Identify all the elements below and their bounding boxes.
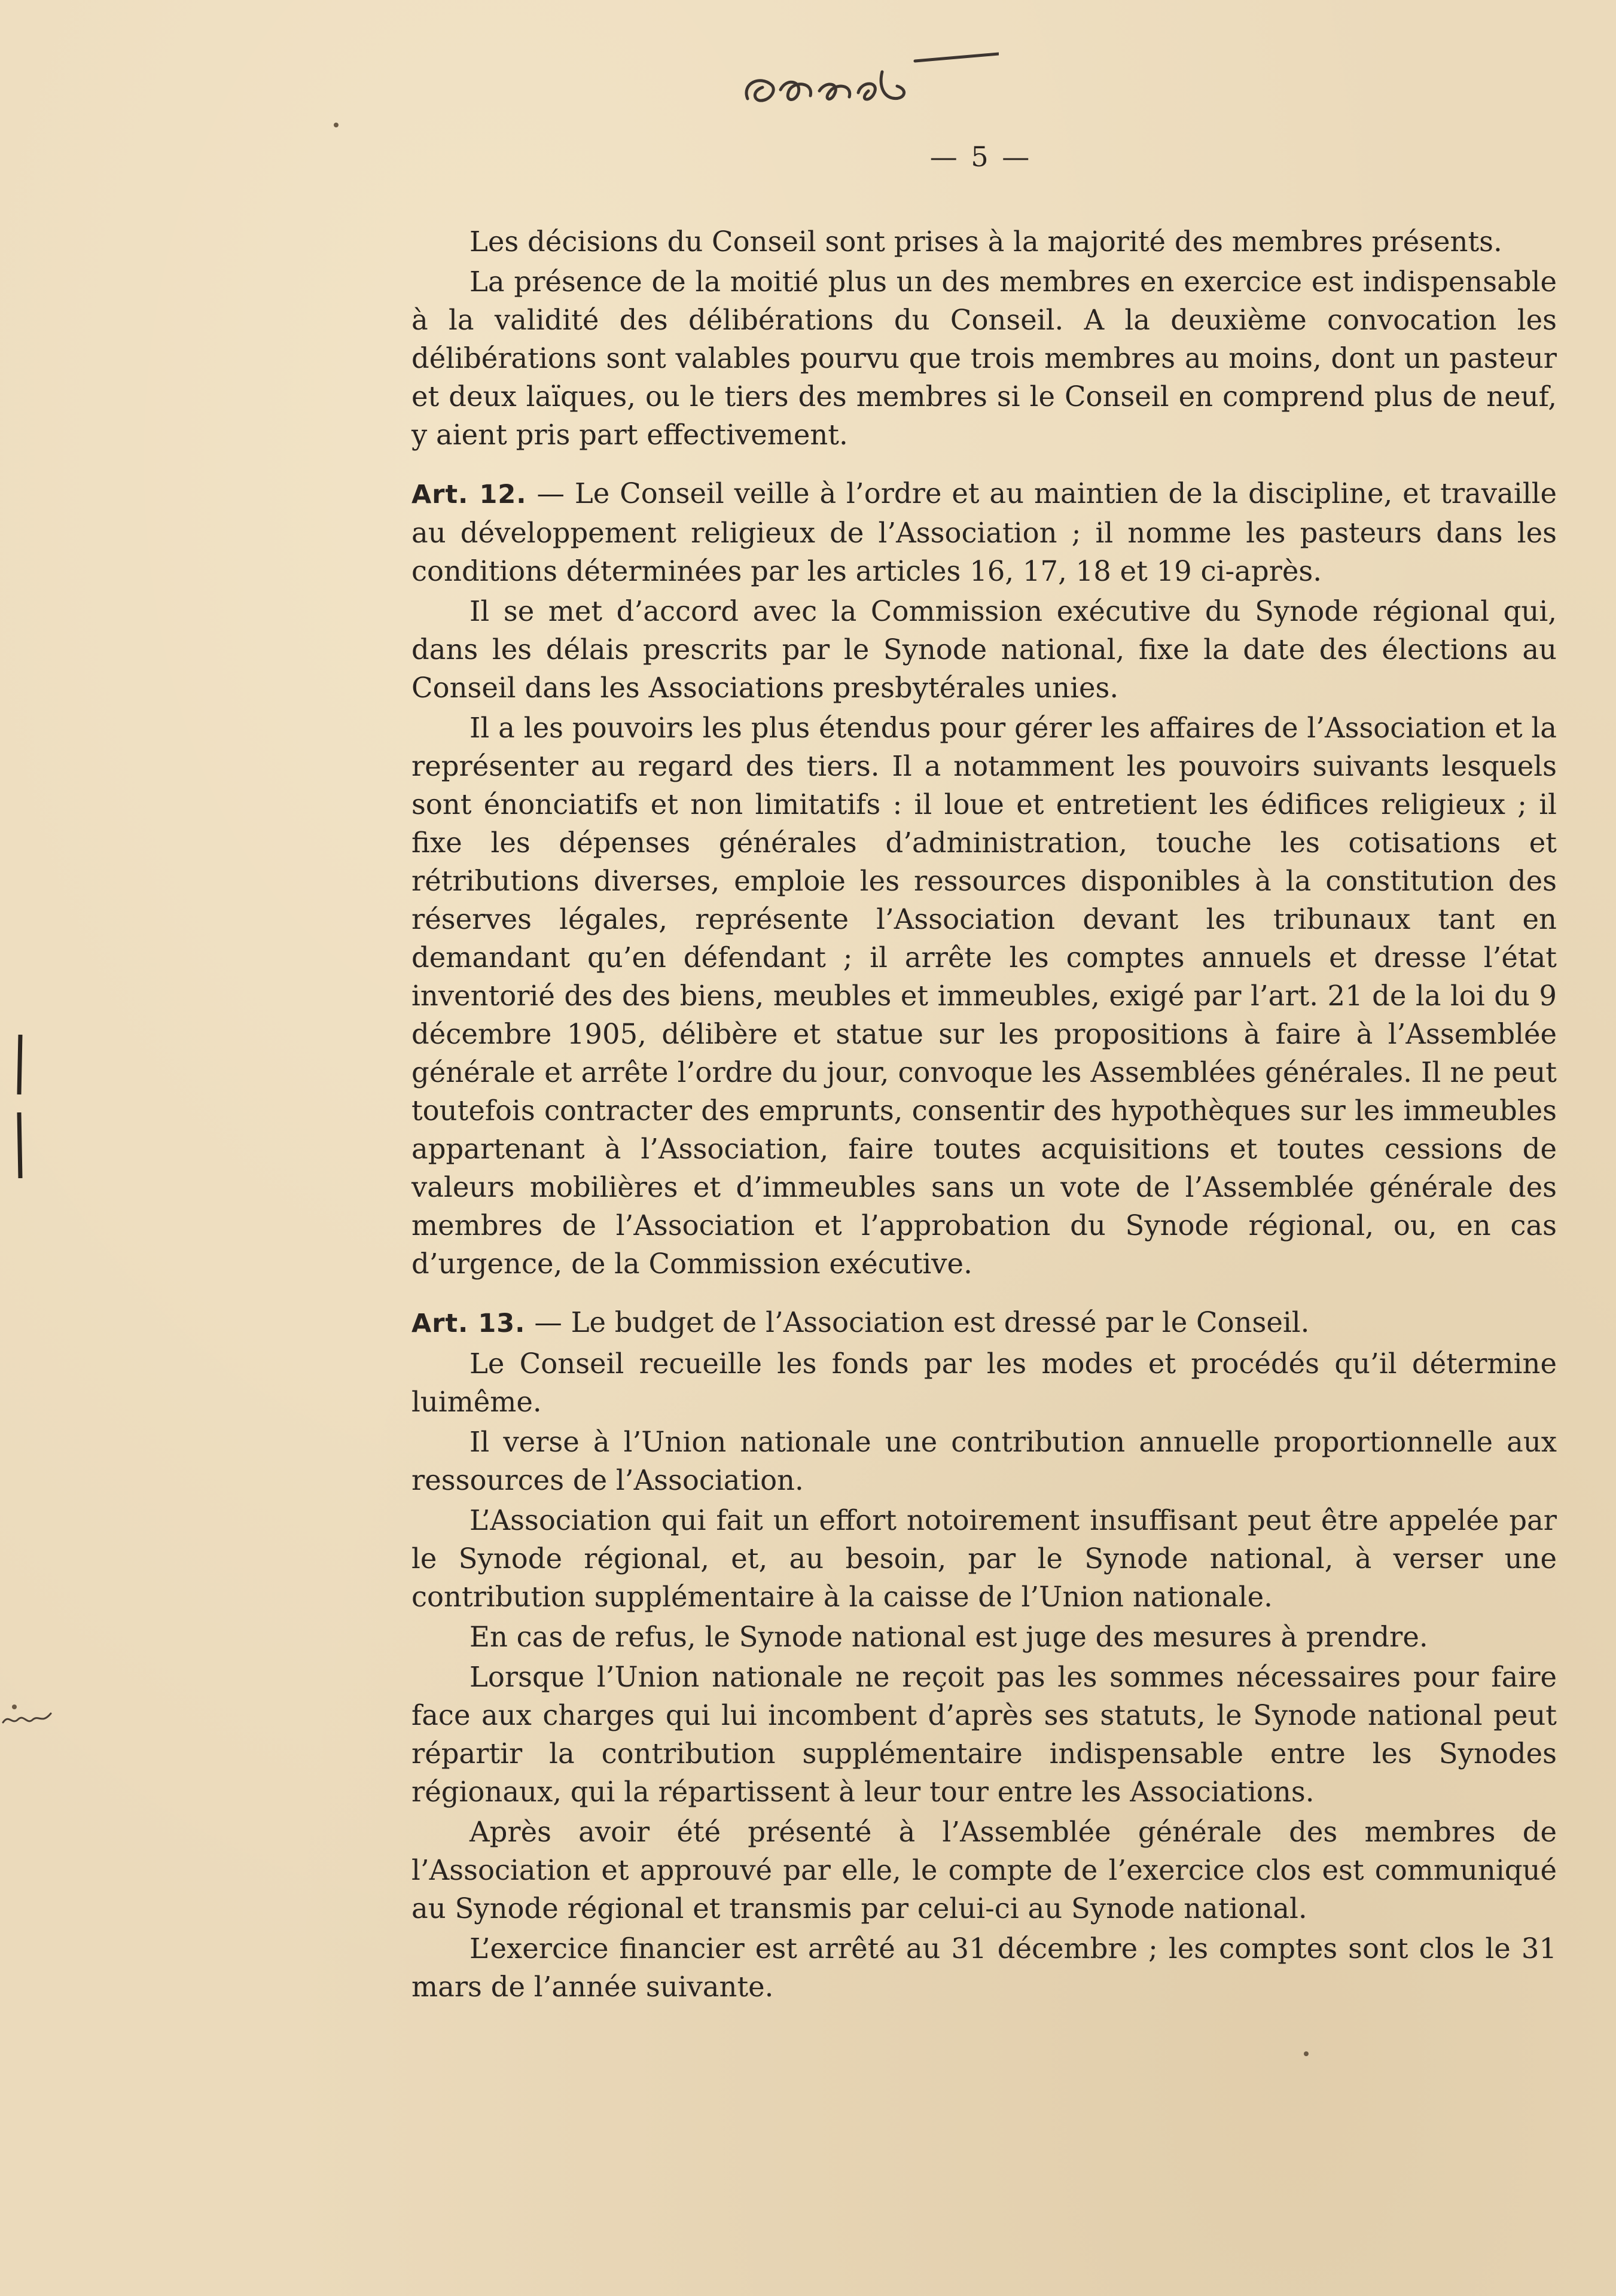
handwritten-mark-icon [736, 48, 999, 114]
article-label: Art. 12. [411, 480, 527, 510]
paragraph: Les décisions du Conseil sont prises à la majorité des membres présents. [469, 225, 1502, 258]
margin-scribble-icon [0, 1707, 54, 1731]
ink-dot [334, 123, 339, 127]
paragraph: Après avoir été présenté à l’Assemblée générale des membres de l’Association et approuvé par elle, le compte de l’exercice clos est communiqué au Synode régional et transmis par celui-ci au Synode national. [411, 1816, 1557, 1925]
paragraph-text: — Le budget de l’Association est dressé par le Conseil. [534, 1306, 1310, 1338]
document-body [411, 222, 1557, 2008]
paragraph [411, 1303, 1557, 1343]
paragraph: Le Conseil recueille les fonds par les modes et procédés qu’il détermine luimême. [411, 1347, 1557, 1418]
paragraph [411, 474, 1557, 590]
margin-tick-icon [13, 1035, 26, 1094]
paragraph: Il verse à l’Union nationale une contribution annuelle proportionnelle aux ressources de l’Association. [411, 1426, 1557, 1496]
margin-tick-icon [13, 1112, 26, 1178]
article-label: Art. 13. [411, 1309, 526, 1338]
paragraph: Il se met d’accord avec la Commission exécutive du Synode régional qui, dans les délais prescrits par le Synode national, fixe la date des élections au Conseil dans les Associations presbytérales unies. [411, 595, 1557, 704]
ink-dot [1304, 2051, 1309, 2056]
paragraph: En cas de refus, le Synode national est juge des mesures à prendre. [469, 1621, 1428, 1653]
ink-dot [12, 1705, 17, 1709]
paragraph: La présence de la moitié plus un des membres en exercice est indispensable à la validité des délibérations du Conseil. A la deuxième convocation les délibérations sont valables pourvu que trois membres au moins, dont un pasteur et deux laïques, ou le tiers des membres si le Conseil en comprend plus de neuf, y aient pris part effectivement. [411, 266, 1557, 451]
paragraph: L’Association qui fait un effort notoirement insuffisant peut être appelée par le Synode régional, et, au besoin, par le Synode national, à verser une contribution supplémentaire à la caisse de l’Union nationale. [411, 1504, 1557, 1613]
page-number: — 5 — [929, 141, 1032, 173]
paragraph: Il a les pouvoirs les plus étendus pour gérer les affaires de l’Association et la représenter au regard des tiers. Il a notamment les pouvoirs suivants lesquels sont énonciatifs et non limitatifs : il loue et entretient les édifices religieux ; il fixe les dépenses générales d’administration, touche les cotisations et rétributions diverses, emploie les ressources disponibles à la constitution des réserves légales, représente l’Association devant les tribunaux tant en demandant qu’en défendant ; il arrête les comptes annuels et dresse l’état inventorié des des biens, meubles et immeubles, exigé par l’art. 21 de la loi du 9 décembre 1905, délibère et statue sur les propositions à faire à l’Assemblée générale et arrête l’ordre du jour, convoque les Assemblées générales. Il ne peut toutefois contracter des emprunts, consentir des hypothèques sur les immeubles appartenant à l’Association, faire toutes acquisitions et toutes cessions de valeurs mobilières et d’immeubles sans un vote de l’Assemblée générale des membres de l’Association et l’approbation du Synode régional, ou, en cas d’urgence, de la Commission exécutive. [411, 712, 1557, 1280]
article-12 [411, 474, 1557, 1283]
paragraph: Lorsque l’Union nationale ne reçoit pas les sommes nécessaires pour faire face aux charges qui lui incombent d’après ses statuts, le Synode national peut répartir la contribution supplémentaire indispensable entre les Synodes régionaux, qui la répartissent à leur tour entre les Associations. [411, 1661, 1557, 1808]
paragraph: L’exercice financier est arrêté au 31 décembre ; les comptes sont clos le 31 mars de l’année suivante. [411, 1932, 1557, 2003]
article-13 [411, 1303, 1557, 2006]
paragraph-text: — Le Conseil veille à l’ordre et au maintien de la discipline, et travaille au développement religieux de l’Association ; il nomme les pasteurs dans les conditions déterminées par les articles 16, 17, 18 et 19 ci-après. [411, 477, 1557, 587]
